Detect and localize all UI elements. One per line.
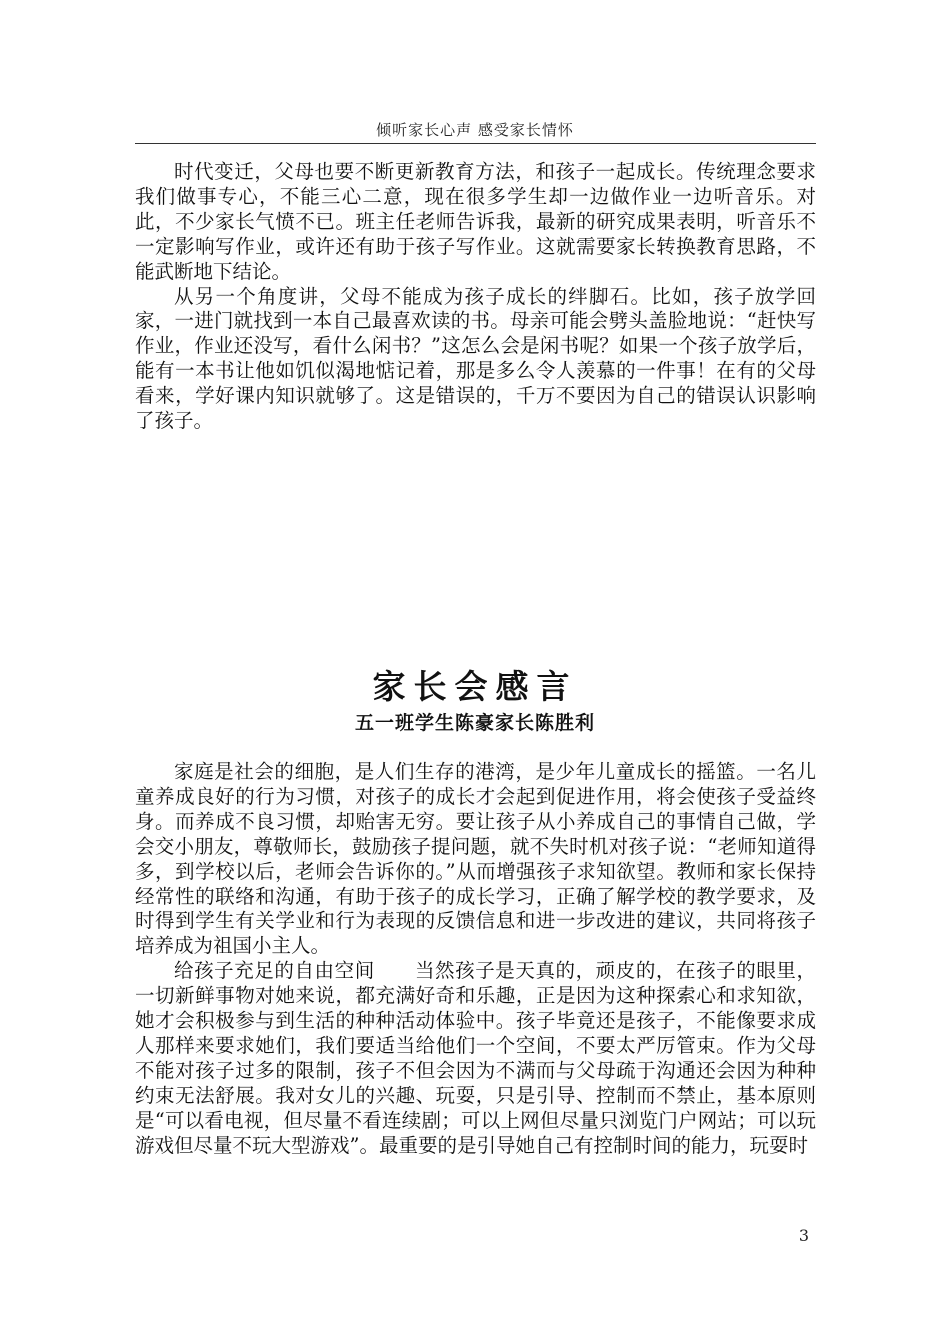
header-divider [135, 143, 816, 144]
article-title: 家长会感言 [372, 667, 578, 706]
section-two-body [135, 760, 816, 1159]
article-author: 五一班学生陈豪家长陈胜利 [354, 712, 595, 734]
page-number: 3 [798, 1226, 809, 1245]
paragraph: 给孩子充足的自由空间 当然孩子是天真的，顽皮的，在孩子的眼里，一切新鲜事物对她来说，都充满好奇和乐趣，正是因为这种探索心和求知欲，她才会积极参与到生活的种种活动体验中。孩子毕竟还是孩子，不能像要求成人那样来要求她们，我们要适当给他们一个空间，不要太严厉管束。作为父母不能对孩子过多的限制，孩子不但会因为不满而与父母疏于沟通还会因为种种约束无法舒展。我对女儿的兴趣、玩耍，只是引导、控制而不禁止，基本原则是“可以看电视，但尽量不看连续剧；可以上网但尽量只浏览门户网站；可以玩游戏但尽量不玩大型游戏”。最重要的是引导她自己有控制时间的能力，玩耍时 [135, 959, 816, 1157]
paragraph: 时代变迁，父母也要不断更新教育方法，和孩子一起成长。传统理念要求我们做事专心，不能三心二意，现在很多学生却一边做作业一边听音乐。对此，不少家长气愤不已。班主任老师告诉我，最新的研究成果表明，听音乐不一定影响写作业，或许还有助于孩子写作业。这就需要家长转换教育思路，不能武断地下结论。 [135, 160, 816, 283]
running-header: 倾听家长心声 感受家长情怀 [376, 121, 574, 139]
paragraph: 从另一个角度讲，父母不能成为孩子成长的绊脚石。比如，孩子放学回家，一进门就找到一本自己最喜欢读的书。母亲可能会劈头盖脸地说：“赶快写作业，作业还没写，看什么闲书？”这怎么会是闲书呢？如果一个孩子放学后，能有一本书让他如饥似渴地惦记着，那是多么令人羡慕的一件事！在有的父母看来，学好课内知识就够了。这是错误的，千万不要因为自己的错误认识影响了孩子。 [135, 284, 816, 433]
paragraph: 家庭是社会的细胞，是人们生存的港湾，是少年儿童成长的摇篮。一名儿童养成良好的行为习惯，对孩子的成长才会起到促进作用，将会使孩子受益终身。而养成不良习惯，却贻害无穷。要让孩子从小养成自己的事情自己做，学会交小朋友，尊敬师长，鼓励孩子提问题，就不失时机对孩子说：“老师知道得多，到学校以后，老师会告诉你的。”从而增强孩子求知欲望。教师和家长保持经常性的联络和沟通，有助于孩子的成长学习，正确了解学校的教学要求，及时得到学生有关学业和行为表现的反馈信息和进一步改进的建议，共同将孩子培养成为祖国小主人。 [135, 760, 816, 958]
section-one-body [135, 160, 816, 434]
